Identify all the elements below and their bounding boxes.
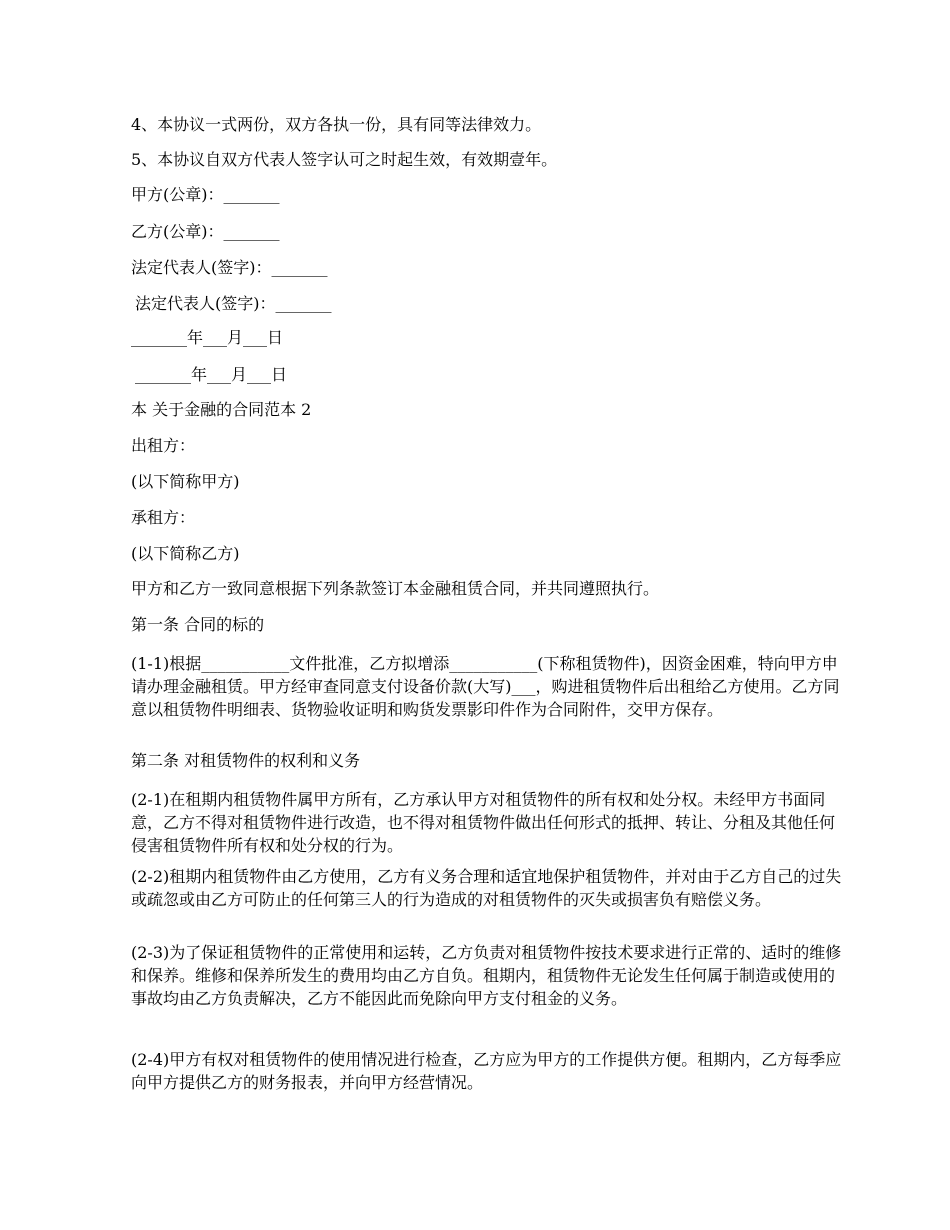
clause-2-3: (2-3)为了保证租赁物件的正常使用和运转，乙方负责对租赁物件按技术要求进行正常的、适时的维修和保养。维修和保养所发生的费用均由乙方自负。租期内，租赁物件无论发生任何属于制造或使用的事故均由乙方负责解决，乙方不能因此而免除向甲方支付租金的义务。	[131, 943, 842, 1008]
clause-2-2: (2-2)租期内租赁物件由乙方使用，乙方有义务合理和适宜地保护租赁物件，并对由于乙方自己的过失或疏忽或由乙方可防止的任何第三人的行为造成的对租赁物件的灭失或损害负有赔偿义务。	[131, 867, 842, 909]
party-b-seal-line: 乙方(公章)：_______	[131, 222, 280, 241]
contract-title: 本 关于金融的合同范本 2	[131, 400, 312, 419]
legal-rep-signature-line-b: 法定代表人(签字)：_______	[135, 294, 332, 313]
lessee-abbrev: (以下简称乙方)	[131, 544, 240, 563]
clause-5: 5、本协议自双方代表人签字认可之时起生效，有效期壹年。	[131, 150, 558, 169]
agreement-statement: 甲方和乙方一致同意根据下列条款签订本金融租赁合同，并共同遵照执行。	[131, 579, 660, 598]
lessor-label: 出租方：	[131, 436, 196, 455]
date-line-b: _______年___月___日	[135, 365, 288, 384]
clause-4: 4、本协议一式两份，双方各执一份，具有同等法律效力。	[131, 115, 542, 134]
legal-rep-signature-line-a: 法定代表人(签字)：_______	[131, 258, 328, 277]
party-a-seal-line: 甲方(公章)：_______	[131, 185, 280, 204]
clause-2-1: (2-1)在租期内租赁物件属甲方所有，乙方承认甲方对租赁物件的所有权和处分权。未经甲方书面同意，乙方不得对租赁物件进行改造，也不得对租赁物件做出任何形式的抵押、转让、分租及其他任何侵害租赁物件所有权和处分权的行为。	[131, 790, 836, 855]
clause-2-4: (2-4)甲方有权对租赁物件的使用情况进行检查，乙方应为甲方的工作提供方便。租期内，乙方每季应向甲方提供乙方的财务报表，并向甲方经营情况。	[131, 1050, 842, 1092]
article-1-heading: 第一条 合同的标的	[131, 615, 265, 634]
lessee-label: 承租方：	[131, 508, 196, 527]
lessor-abbrev: (以下简称甲方)	[131, 472, 240, 491]
clause-1-1: (1-1)根据___________文件批准，乙方拟增添___________(下称租赁物件)，因资金困难，特向甲方申请办理金融租赁。甲方经审查同意支付设备价款(大写)___，购进租赁物件后出租给乙方使用。乙方同意以租赁物件明细表、货物验收证明和购货发票影印件作为合同附件，交甲方保存。	[131, 654, 840, 719]
date-line-a: _______年___月___日	[131, 328, 284, 347]
article-2-heading: 第二条 对租赁物件的权利和义务	[131, 751, 361, 770]
